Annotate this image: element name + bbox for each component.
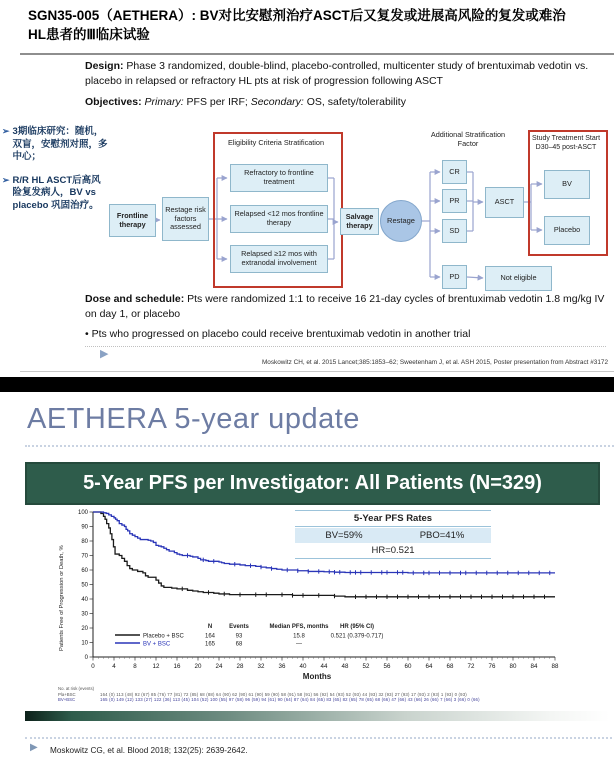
svg-text:40: 40: [81, 597, 88, 603]
sidebar-bullet-1-text: 3期临床研究：随机，双盲，安慰剂对照，多中心；: [12, 126, 108, 163]
svg-text:10: 10: [81, 640, 88, 647]
svg-text:50: 50: [81, 582, 88, 589]
svg-text:64: 64: [425, 663, 433, 670]
not-eligible-box: Not eligible: [485, 266, 552, 291]
at-risk-name-placebo: Pla+BSC: [58, 691, 76, 697]
svg-text:80: 80: [509, 663, 517, 670]
objectives-paragraph: [85, 95, 609, 110]
pd-box: PD: [442, 265, 467, 289]
y-axis-ticks: [78, 510, 93, 661]
eligibility-criteria-title: Eligibility Criteria Stratification: [227, 138, 325, 147]
svg-text:12: 12: [152, 663, 160, 670]
asct-box: ASCT: [485, 187, 524, 218]
svg-text:44: 44: [320, 663, 328, 670]
legend-name-placebo: Placebo + BSC: [143, 633, 184, 640]
svg-text:24: 24: [215, 663, 223, 670]
slide-separator-band: [0, 377, 614, 392]
gradient-bar: [25, 711, 610, 721]
svg-text:16: 16: [173, 663, 181, 670]
at-risk-name-bv: BV+BSC: [58, 697, 76, 703]
svg-text:80: 80: [81, 539, 88, 545]
legend-name-bv: BV + BSC: [143, 641, 171, 648]
placebo-arm-box: Placebo: [544, 216, 590, 245]
dose-label: Dose and schedule:: [85, 293, 185, 305]
objectives-secondary-text: OS, safety/tolerability: [303, 95, 406, 108]
svg-text:48: 48: [341, 663, 349, 670]
svg-text:30: 30: [81, 611, 88, 618]
legend-n-placebo: 164: [204, 633, 216, 640]
svg-text:32: 32: [257, 663, 265, 670]
svg-text:56: 56: [383, 663, 391, 670]
slide2-citation: Moskowitz CG, et al. Blood 2018; 132(25): 2639-2642.: [50, 746, 248, 755]
inset-pbo-rate: PBO=41%: [419, 530, 465, 541]
dose-text: Pts were randomized 1:1 to receive 16 21-day cycles of brentuximab vedotin 1.8 mg/kg IV on day 1, or placebo: [85, 293, 605, 320]
triangle-icon: ▶: [30, 742, 38, 753]
at-risk-values-bv: 165 (0) 149 (12) 133 (27) 122 (36) 113 (45) 104 (52) 100 (55) 97 (58) 96 (59) 94 (61) 90 (64) 87 (64) 84 (65) 83 (65) 82 (65) 78 (65) 68 (66) 47 (66) 43 (66) 26 (66) 7 (66) 3 (66) 0 (66): [100, 697, 480, 703]
design-label: Design:: [85, 60, 124, 72]
at-risk-label: No. at risk (events): [58, 686, 95, 691]
sd-box: SD: [442, 219, 467, 243]
study-treatment-title: Study Treatment Start D30–45 post-ASCT: [531, 135, 601, 151]
legend-hr-value: 0.521 (0.379-0.717): [330, 633, 384, 640]
svg-text:68: 68: [446, 663, 454, 670]
chart-legend: [115, 624, 383, 648]
inset-rates-row: [295, 528, 491, 543]
inset-hr: HR=0.521: [371, 545, 415, 556]
svg-text:0: 0: [84, 655, 88, 661]
svg-text:70: 70: [81, 553, 88, 560]
legend-col-n: N: [207, 624, 213, 630]
svg-text:20: 20: [194, 663, 202, 670]
inset-bv-rate: BV=59%: [325, 530, 363, 541]
eligibility-extranodal-box: Relapsed ≥12 mos with extranodal involvement: [230, 245, 328, 273]
x-axis-ticks: [91, 657, 559, 670]
at-risk-row-bv: [58, 697, 610, 703]
eligibility-relapsed-12mos-box: Relapsed <12 mos frontline therapy: [230, 205, 328, 233]
slide1-title: SGN35-005（AETHERA）: BV对比安慰剂治疗ASCT后又复发或进展高风险的复发或难治HL患者的Ⅲ临床试验: [28, 8, 566, 42]
pfs-rates-inset-table: [295, 510, 491, 559]
cr-box: CR: [442, 160, 467, 184]
svg-text:100: 100: [77, 510, 88, 516]
slide1-citation: Moskowitz CH, et al. 2015 Lancet;385:1853–62; Sweetenham J, et al. ASH 2015, Poster presentation from Abstract #3172: [261, 359, 608, 366]
design-paragraph: [85, 59, 609, 89]
dose-bullet: • Pts who progressed on placebo could receive brentuximab vedotin in another trial: [85, 327, 471, 340]
y-axis-label: Patients Free of Progression or Death, %: [59, 545, 65, 651]
frontline-therapy-box: Frontline therapy: [109, 204, 156, 237]
legend-events-placebo: 93: [235, 633, 243, 640]
svg-text:76: 76: [488, 663, 496, 670]
pr-box: PR: [442, 189, 467, 213]
legend-col-events: Events: [229, 624, 249, 630]
legend-median-placebo: 15.8: [293, 633, 305, 640]
study-flow-diagram: [100, 128, 612, 296]
bv-arm-box: BV: [544, 170, 590, 199]
at-risk-table: [58, 686, 610, 703]
legend-n-bv: 165: [204, 641, 216, 648]
eligibility-refractory-box: Refractory to frontline treatment: [230, 164, 328, 192]
restage-circle: Restage: [380, 200, 422, 242]
sidebar-bullets: [2, 126, 110, 223]
additional-stratification-title: Additional Stratification Factor: [430, 130, 506, 149]
inset-title: 5-Year PFS Rates: [295, 511, 491, 527]
sidebar-bullet-1: [2, 126, 110, 164]
arrow-bullet-icon: ➢: [2, 126, 10, 136]
sidebar-bullet-2-text: R/R HL ASCT后高风险复发病人，BV vs placebo 巩固治疗。: [12, 174, 101, 211]
objectives-secondary-label: Secondary:: [247, 95, 304, 108]
design-text: Phase 3 randomized, double-blind, placebo-controlled, multicenter study of brentuximab vedotin vs. placebo in relapsed or refractory HL pts at risk of progression following ASCT: [85, 60, 589, 87]
arrow-bullet-icon: ➢: [2, 174, 10, 185]
svg-text:88: 88: [551, 663, 559, 670]
objectives-primary-label: Primary:: [141, 95, 184, 108]
legend-col-hr: HR (95% CI): [339, 624, 375, 630]
study-summary: [85, 59, 609, 116]
footer-dotted-divider: [25, 737, 612, 739]
km-plot: [55, 506, 560, 684]
dose-paragraph: [85, 292, 609, 322]
slide2-heading: AETHERA 5-year update: [27, 403, 360, 435]
triangle-icon: ▶: [100, 348, 109, 360]
svg-text:84: 84: [530, 663, 538, 670]
restage-risk-factors-box: Restage risk factors assessed: [162, 197, 209, 241]
legend-median-bv: —: [296, 641, 302, 648]
svg-text:36: 36: [278, 663, 286, 670]
legend-events-bv: 68: [235, 641, 243, 648]
svg-text:28: 28: [236, 663, 244, 670]
dotted-divider: [85, 346, 606, 347]
sidebar-bullet-2: [2, 175, 110, 213]
at-risk-values-placebo: 164 (0) 113 (48) 92 (67) 85 (76) 77 (81) 72 (85) 68 (88) 64 (90) 62 (90) 61 (90) 59 (90) 58 (91) 58 (91) 56 (92) 54 (93) 52 (93) 44 (93) 32 (93) 27 (93) 17 (93) 2 (93) 1 (93) 0 (93): [100, 691, 467, 697]
svg-text:72: 72: [467, 663, 475, 670]
svg-text:90: 90: [81, 524, 88, 531]
slide1-bottom-border: [20, 371, 614, 372]
heading-dotted-divider: [25, 445, 614, 447]
svg-text:40: 40: [299, 663, 307, 670]
svg-text:60: 60: [404, 663, 412, 670]
x-axis-label: Months: [302, 672, 332, 681]
svg-text:4: 4: [112, 663, 116, 670]
dose-schedule-block: [85, 292, 609, 347]
svg-text:8: 8: [133, 663, 137, 670]
objectives-primary-text: PFS per IRF;: [183, 95, 248, 108]
svg-text:52: 52: [362, 663, 370, 670]
svg-text:0: 0: [91, 663, 95, 670]
chart-title-banner: 5-Year PFS per Investigator: All Patients (N=329): [25, 462, 600, 505]
salvage-therapy-box: Salvage therapy: [340, 208, 379, 235]
title-divider: [20, 53, 614, 55]
svg-text:60: 60: [81, 568, 88, 574]
svg-text:20: 20: [81, 626, 88, 632]
objectives-label: Objectives:: [85, 95, 142, 108]
legend-col-median: Median PFS, months: [269, 624, 329, 630]
